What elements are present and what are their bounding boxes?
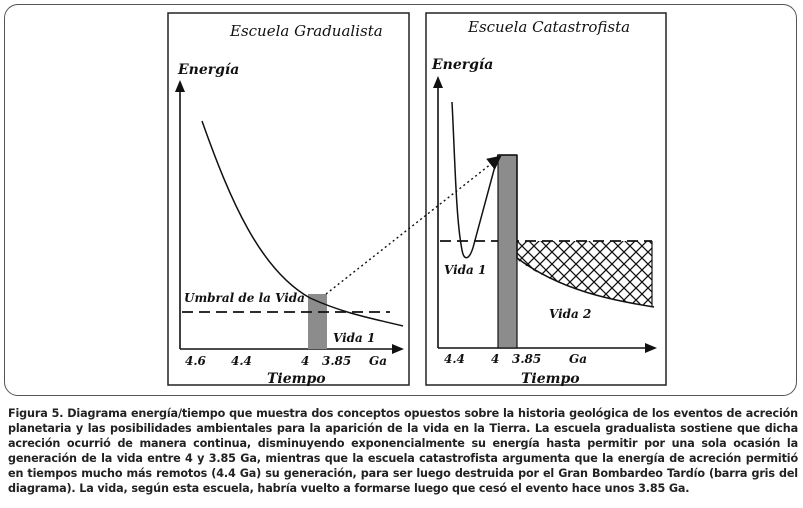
catastrophist-hatched-area [517,241,652,306]
catastrophist-y-arrow [433,76,443,88]
catastrophist-tick-4: 4 [491,352,500,366]
gradualist-x-arrow [392,344,404,354]
gradualist-y-arrow [175,80,185,92]
gradualist-gray-bar [308,294,327,349]
catastrophist-life1-label: Vida 1 [444,263,487,277]
catastrophist-gray-bar [498,155,517,348]
gradualist-panel [168,13,409,387]
gradualist-x-label: Tiempo [267,371,326,387]
catastrophist-life2-label: Vida 2 [549,307,592,321]
catastrophist-y-label: Energía [432,57,494,73]
gradualist-tick-ga: Ga [369,354,388,368]
catastrophist-tick-3.85: 3.85 [512,352,542,366]
gradualist-y-label: Energía [178,62,240,78]
gradualist-tick-3.85: 3.85 [322,354,352,368]
gradualist-threshold-label: Umbral de la Vida [184,291,305,305]
gradualist-tick-4.6: 4.6 [185,354,206,368]
catastrophist-panel [426,13,666,387]
gradualist-tick-4.4: 4.4 [231,354,252,368]
gradualist-life-label: Vida 1 [333,331,376,345]
catastrophist-tick-4.4: 4.4 [444,352,465,366]
catastrophist-title: Escuela Catastrofista [468,18,631,36]
catastrophist-x-arrow [645,343,657,353]
gradualist-title: Escuela Gradualista [230,22,383,40]
figure-caption: Figura 5. Diagrama energía/tiempo que muestra dos conceptos opuestos sobre la historia geológica de los eventos de acreción planetaria y las posibilidades ambientales para la aparición de la vida en la Tierra. La escuela gradualista sostiene que dicha acreción ocurrió de manera continua, disminuyendo exponencialmente su energía hasta permitir por una sola ocasión la generación de la vida entre 4 y 3.85 Ga, mientras que la escuela catastrofista argumenta que la energía de acreción permitió en tiempos mucho más remotos (4.4 Ga) su generación, para ser luego destruida por el Gran Bombardeo Tardío (barra gris del diagrama). La vida, según esta escuela, habría vuelto a formarse luego que cesó el evento hace unos 3.85 Ga. [8,407,798,495]
catastrophist-x-label: Tiempo [521,371,580,387]
gradualist-tick-4: 4 [301,354,310,368]
catastrophist-tick-ga: Ga [569,352,588,366]
